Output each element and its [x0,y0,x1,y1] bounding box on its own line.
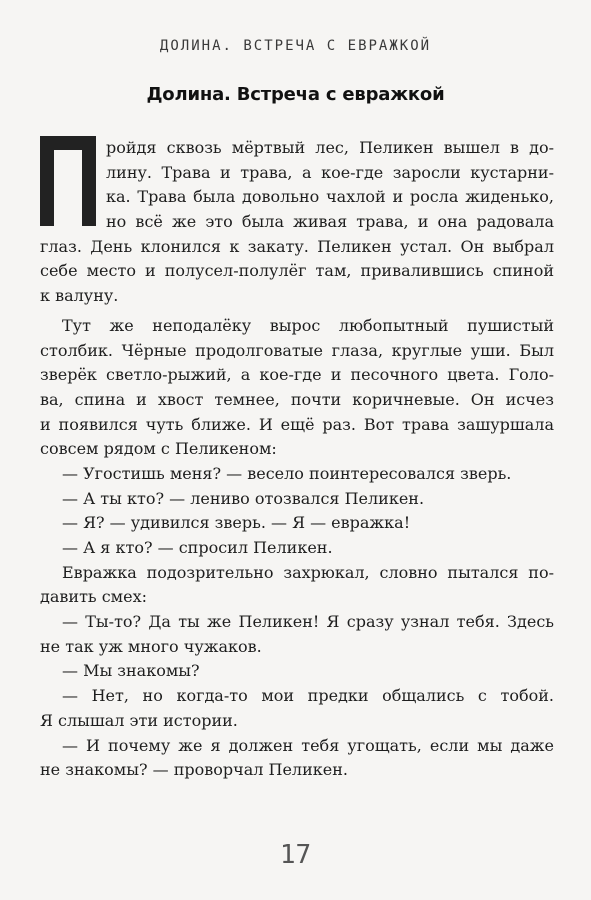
text-line: давить смех: [40,587,147,607]
text-line: не так уж много чужаков. [40,636,262,656]
dialogue-line: — Ты-то? Да ты же Пеликен! Я сразу узнал тебя. Здесь [62,612,554,632]
text-line: ройдя сквозь мёртвый лес, Пеликен вышел в до- [106,138,554,157]
dialogue-line: — А я кто? — спросил Пеликен. [62,538,333,557]
text-line: к валуну. [40,286,119,306]
page-number: 17 [279,840,312,870]
dialogue-line: — И почему же я должен тебя угощать, если мы даже [62,735,554,755]
text-line: лину. Трава и трава, а кое-где заросли кустарни- [106,162,554,182]
text-line: столбик. Чёрные продолговатые глаза, круглые уши. Был [40,340,554,360]
text-line: ка. Трава была довольно чахлой и росла жиденько, [106,187,554,207]
dialogue-line: — Нет, но когда-то мои предки общались с тобой. [62,686,554,706]
dialogue-line: — Угостишь меня? — весело поинтересовался зверь. [62,463,512,483]
dialogue-line: — Мы знакомы? [62,661,200,681]
text-line: глаз. День клонился к закату. Пеликен устал. Он выбрал [40,236,554,256]
dialogue-line: — А ты кто? — лениво отозвался Пеликен. [62,488,425,508]
text-line: себе место и полусел-полулёг там, привалившись спиной [40,261,554,281]
text-line: зверёк светло-рыжий, а кое-где и песочного цвета. Голо- [40,365,554,385]
text-line: и появился чуть ближе. И ещё раз. Вот трава зашуршала [40,414,554,434]
text-line: не знакомы? — проворчал Пеликен. [40,760,348,780]
text-line: Евражка подозрительно захрюкал, словно пытался по- [62,562,554,582]
text-line: совсем рядом с Пеликеном: [40,439,277,459]
chapter-title: Долина. Встреча с евражкой [146,84,445,105]
text-line: но всё же это была живая трава, и она радовала [106,212,554,232]
text-line: Тут же неподалёку вырос любопытный пушистый [62,315,554,335]
body-text [40,136,554,783]
dialogue-line: — Я? — удивился зверь. — Я — евражка! [62,513,411,533]
running-head: ДОЛИНА. ВСТРЕЧА С ЕВРАЖКОЙ [159,38,432,54]
text-line: ва, спина и хвост темнее, почти коричневые. Он исчез [40,389,554,409]
text-line: Я слышал эти истории. [40,710,238,730]
